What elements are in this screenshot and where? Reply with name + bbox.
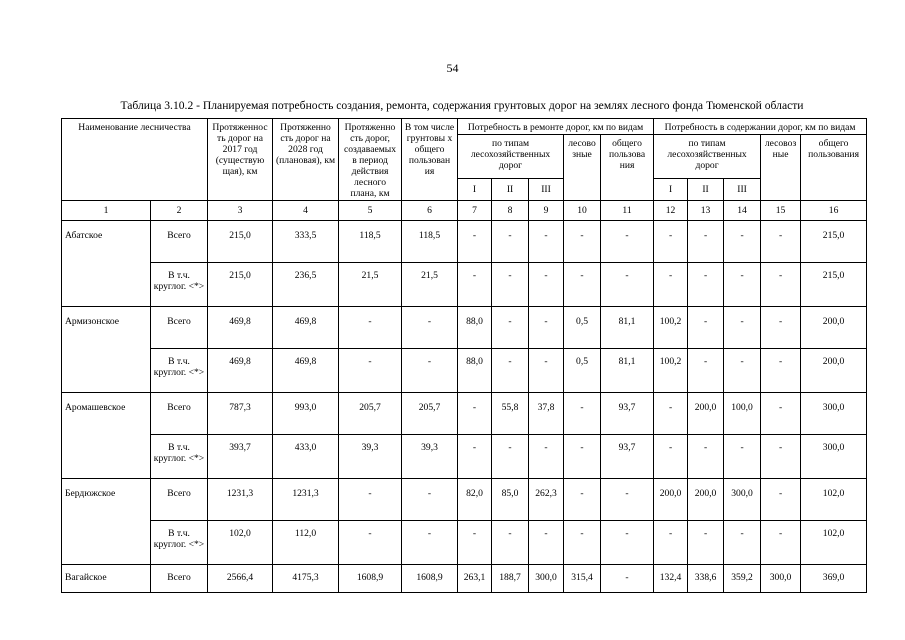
cell-value-col-9: - (529, 307, 564, 349)
header-repair-type-3: III (529, 179, 564, 201)
table-row (62, 435, 867, 479)
cell-value-col-7: 88,0 (458, 349, 492, 393)
cell-value-col-4: 4175,3 (273, 565, 339, 593)
cell-value-col-7: 263,1 (458, 565, 492, 593)
cell-value-col-8: - (492, 435, 529, 479)
header-repair-timber: лесово зные (564, 135, 601, 201)
header-repair-type-1: I (458, 179, 492, 201)
cell-value-col-11: - (601, 565, 654, 593)
cell-value-col-12: 132,4 (654, 565, 688, 593)
header-existing-length: Протяженнос ть дорог на 2017 год (существую щая), км (208, 119, 273, 201)
cell-value-col-11: - (601, 479, 654, 521)
column-number-6: 6 (402, 201, 458, 221)
cell-value-col-11: 81,1 (601, 349, 654, 393)
column-number-11: 11 (601, 201, 654, 221)
header-repair-by-types: по типам лесохозяйственных дорог (458, 135, 564, 179)
cell-value-col-7: 82,0 (458, 479, 492, 521)
header-forestry: Наименование лесничества (62, 119, 208, 201)
row-type-label: Всего (151, 221, 208, 263)
column-number-2: 2 (151, 201, 208, 221)
cell-value-col-4: 1231,3 (273, 479, 339, 521)
cell-value-col-13: 200,0 (688, 393, 724, 435)
cell-value-col-15: - (761, 307, 801, 349)
cell-value-col-5: - (339, 349, 402, 393)
cell-value-col-13: - (688, 263, 724, 307)
cell-value-col-4: 469,8 (273, 307, 339, 349)
cell-value-col-16: 215,0 (801, 221, 867, 263)
cell-value-col-7: - (458, 521, 492, 565)
page-number: 54 (446, 61, 459, 75)
cell-value-col-15: - (761, 435, 801, 479)
column-number-16: 16 (801, 201, 867, 221)
cell-value-col-10: 0,5 (564, 307, 601, 349)
cell-value-col-11: - (601, 521, 654, 565)
cell-value-col-7: - (458, 263, 492, 307)
cell-value-col-8: 188,7 (492, 565, 529, 593)
cell-value-col-5: - (339, 521, 402, 565)
cell-value-col-16: 215,0 (801, 263, 867, 307)
cell-value-col-14: - (724, 307, 761, 349)
cell-value-col-11: 93,7 (601, 435, 654, 479)
forestry-name: Бердюжское (62, 479, 151, 565)
cell-value-col-13: 338,6 (688, 565, 724, 593)
cell-value-col-8: - (492, 221, 529, 263)
cell-value-col-14: - (724, 263, 761, 307)
table-title: Таблица 3.10.2 - Планируемая потребность создания, ремонта, содержания грунтовых дорог на землях лесного фонда Тюменской области (120, 99, 804, 112)
cell-value-col-8: 55,8 (492, 393, 529, 435)
cell-value-col-10: - (564, 263, 601, 307)
table-row (62, 263, 867, 307)
cell-value-col-11: - (601, 221, 654, 263)
cell-value-col-4: 236,5 (273, 263, 339, 307)
table-row (62, 393, 867, 435)
cell-value-col-6: - (402, 349, 458, 393)
cell-value-col-9: - (529, 435, 564, 479)
cell-value-col-3: 215,0 (208, 221, 273, 263)
header-maint-timber: лесовоз ные (761, 135, 801, 201)
cell-value-col-9: 262,3 (529, 479, 564, 521)
roads-table (61, 118, 867, 593)
row-type-label: Всего (151, 393, 208, 435)
column-number-14: 14 (724, 201, 761, 221)
cell-value-col-16: 102,0 (801, 479, 867, 521)
table-row (62, 565, 867, 593)
column-number-7: 7 (458, 201, 492, 221)
cell-value-col-5: 21,5 (339, 263, 402, 307)
cell-value-col-10: - (564, 479, 601, 521)
cell-value-col-15: - (761, 479, 801, 521)
cell-value-col-16: 102,0 (801, 521, 867, 565)
cell-value-col-9: - (529, 221, 564, 263)
column-number-8: 8 (492, 201, 529, 221)
cell-value-col-13: - (688, 349, 724, 393)
cell-value-col-5: - (339, 479, 402, 521)
cell-value-col-8: - (492, 263, 529, 307)
header-maint-type-2: II (688, 179, 724, 201)
row-type-label: В т.ч. круглог. <*> (151, 435, 208, 479)
cell-value-col-15: - (761, 393, 801, 435)
header-maint-by-types: по типам лесохозяйственных дорог (654, 135, 761, 179)
row-type-label: Всего (151, 565, 208, 593)
cell-value-col-6: 21,5 (402, 263, 458, 307)
cell-value-col-8: 85,0 (492, 479, 529, 521)
cell-value-col-13: - (688, 221, 724, 263)
cell-value-col-4: 469,8 (273, 349, 339, 393)
cell-value-col-3: 787,3 (208, 393, 273, 435)
cell-value-col-3: 469,8 (208, 307, 273, 349)
column-number-row (62, 201, 867, 221)
cell-value-col-4: 333,5 (273, 221, 339, 263)
column-number-15: 15 (761, 201, 801, 221)
cell-value-col-12: 100,2 (654, 349, 688, 393)
cell-value-col-5: 1608,9 (339, 565, 402, 593)
header-ground-share: В том числе грунтовы х общего пользован ия (402, 119, 458, 201)
cell-value-col-14: - (724, 221, 761, 263)
cell-value-col-12: 200,0 (654, 479, 688, 521)
cell-value-col-13: 200,0 (688, 479, 724, 521)
cell-value-col-15: - (761, 349, 801, 393)
cell-value-col-14: 300,0 (724, 479, 761, 521)
cell-value-col-13: - (688, 521, 724, 565)
cell-value-col-8: - (492, 521, 529, 565)
cell-value-col-3: 393,7 (208, 435, 273, 479)
header-maint-type-1: I (654, 179, 688, 201)
cell-value-col-9: 300,0 (529, 565, 564, 593)
cell-value-col-15: - (761, 221, 801, 263)
cell-value-col-16: 200,0 (801, 349, 867, 393)
cell-value-col-12: - (654, 221, 688, 263)
header-maint-general: общего пользования (801, 135, 867, 201)
cell-value-col-7: - (458, 393, 492, 435)
table-row (62, 349, 867, 393)
cell-value-col-7: 88,0 (458, 307, 492, 349)
cell-value-col-6: - (402, 521, 458, 565)
cell-value-col-12: - (654, 435, 688, 479)
cell-value-col-11: 93,7 (601, 393, 654, 435)
header-maint-type-3: III (724, 179, 761, 201)
cell-value-col-5: - (339, 307, 402, 349)
forestry-name: Абатское (62, 221, 151, 307)
cell-value-col-10: - (564, 521, 601, 565)
cell-value-col-15: 300,0 (761, 565, 801, 593)
forestry-name: Аромашевское (62, 393, 151, 479)
header-created-length: Протяженно сть дорог, создаваемых в период действия лесного плана, км (339, 119, 402, 201)
cell-value-col-7: - (458, 435, 492, 479)
column-number-3: 3 (208, 201, 273, 221)
cell-value-col-6: 205,7 (402, 393, 458, 435)
cell-value-col-10: 0,5 (564, 349, 601, 393)
cell-value-col-16: 300,0 (801, 435, 867, 479)
header-repair-type-2: II (492, 179, 529, 201)
forestry-name: Вагайское (62, 565, 151, 593)
cell-value-col-3: 215,0 (208, 263, 273, 307)
cell-value-col-3: 2566,4 (208, 565, 273, 593)
cell-value-col-10: - (564, 435, 601, 479)
cell-value-col-12: 100,2 (654, 307, 688, 349)
column-number-5: 5 (339, 201, 402, 221)
cell-value-col-16: 200,0 (801, 307, 867, 349)
cell-value-col-12: - (654, 521, 688, 565)
column-number-9: 9 (529, 201, 564, 221)
cell-value-col-11: - (601, 263, 654, 307)
cell-value-col-5: 39,3 (339, 435, 402, 479)
cell-value-col-6: - (402, 479, 458, 521)
cell-value-col-4: 993,0 (273, 393, 339, 435)
cell-value-col-16: 300,0 (801, 393, 867, 435)
cell-value-col-14: 359,2 (724, 565, 761, 593)
table-row (62, 307, 867, 349)
cell-value-col-5: 118,5 (339, 221, 402, 263)
cell-value-col-13: - (688, 435, 724, 479)
cell-value-col-10: 315,4 (564, 565, 601, 593)
cell-value-col-13: - (688, 307, 724, 349)
cell-value-col-4: 112,0 (273, 521, 339, 565)
cell-value-col-9: - (529, 263, 564, 307)
table-row (62, 221, 867, 263)
cell-value-col-12: - (654, 393, 688, 435)
cell-value-col-16: 369,0 (801, 565, 867, 593)
header-repair-general: общего пользова ния (601, 135, 654, 201)
column-number-1: 1 (62, 201, 151, 221)
cell-value-col-10: - (564, 221, 601, 263)
cell-value-col-14: - (724, 435, 761, 479)
cell-value-col-5: 205,7 (339, 393, 402, 435)
table-row (62, 521, 867, 565)
column-number-4: 4 (273, 201, 339, 221)
cell-value-col-14: - (724, 349, 761, 393)
cell-value-col-4: 433,0 (273, 435, 339, 479)
column-number-13: 13 (688, 201, 724, 221)
cell-value-col-15: - (761, 263, 801, 307)
header-maintenance-group: Потребность в содержании дорог, км по видам (654, 119, 867, 135)
column-number-10: 10 (564, 201, 601, 221)
cell-value-col-6: 118,5 (402, 221, 458, 263)
cell-value-col-12: - (654, 263, 688, 307)
cell-value-col-8: - (492, 349, 529, 393)
cell-value-col-3: 469,8 (208, 349, 273, 393)
header-repair-group: Потребность в ремонте дорог, км по видам (458, 119, 654, 135)
row-type-label: В т.ч. круглог. <*> (151, 263, 208, 307)
cell-value-col-15: - (761, 521, 801, 565)
row-type-label: В т.ч. круглог. <*> (151, 349, 208, 393)
cell-value-col-3: 1231,3 (208, 479, 273, 521)
cell-value-col-6: 39,3 (402, 435, 458, 479)
column-number-12: 12 (654, 201, 688, 221)
cell-value-col-6: 1608,9 (402, 565, 458, 593)
cell-value-col-3: 102,0 (208, 521, 273, 565)
cell-value-col-9: - (529, 521, 564, 565)
cell-value-col-9: - (529, 349, 564, 393)
row-type-label: Всего (151, 479, 208, 521)
cell-value-col-14: 100,0 (724, 393, 761, 435)
cell-value-col-6: - (402, 307, 458, 349)
cell-value-col-10: - (564, 393, 601, 435)
cell-value-col-11: 81,1 (601, 307, 654, 349)
row-type-label: Всего (151, 307, 208, 349)
header-planned-length: Протяженно сть дорог на 2028 год (плановая), км (273, 119, 339, 201)
forestry-name: Армизонское (62, 307, 151, 393)
cell-value-col-14: - (724, 521, 761, 565)
cell-value-col-8: - (492, 307, 529, 349)
cell-value-col-9: 37,8 (529, 393, 564, 435)
cell-value-col-7: - (458, 221, 492, 263)
table-row (62, 479, 867, 521)
row-type-label: В т.ч. круглог. <*> (151, 521, 208, 565)
